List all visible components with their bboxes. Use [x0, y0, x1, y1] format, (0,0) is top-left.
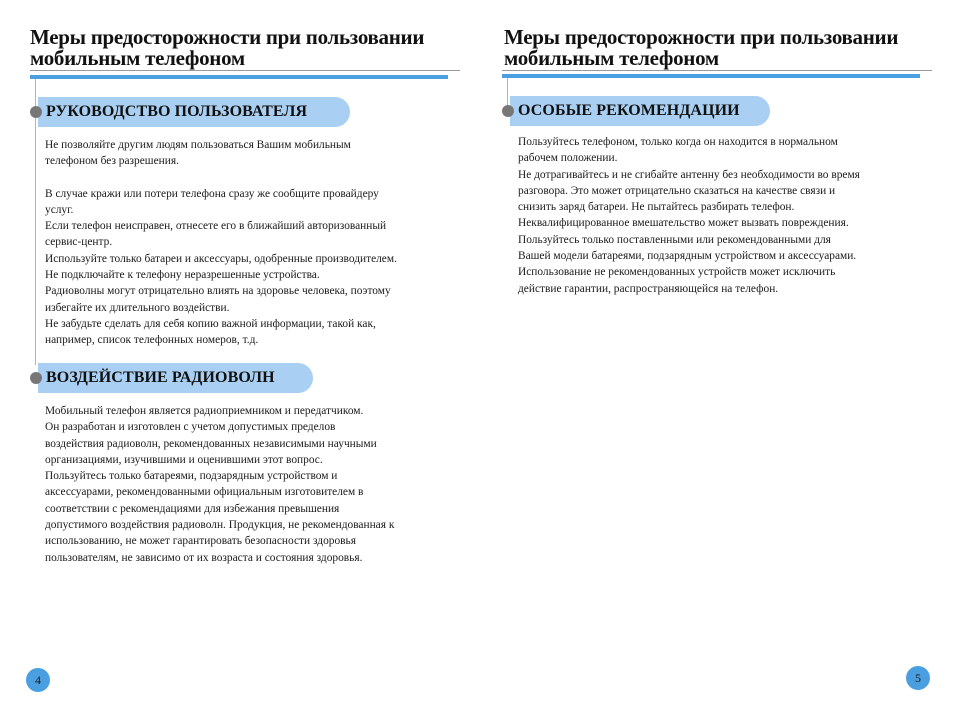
text-line: Не дотрагивайтесь и не сгибайте антенну без необходимости во время — [518, 168, 860, 181]
text-line: действие гарантии, распространяющейся на телефон. — [518, 282, 779, 295]
text-line: допустимого воздействия радиоволн. Продукция, не рекомендованная к — [45, 519, 395, 532]
page-title-right — [504, 27, 898, 69]
title-underline — [502, 74, 920, 78]
section-heading-label: РУКОВОДСТВО ПОЛЬЗОВАТЕЛЯ — [46, 103, 308, 120]
title-line-1: Меры предосторожности при пользовании — [504, 25, 899, 49]
text-line: воздействия радиоволн, рекомендованных независимыми научными — [45, 437, 377, 450]
title-line-1: Меры предосторожности при пользовании — [30, 25, 425, 49]
left-margin-line — [35, 79, 36, 365]
text-line: соответствии с рекомендациями для избежания превышения — [45, 502, 340, 515]
text-line: организациями, изучившими и оценившими этот вопрос. — [45, 453, 323, 466]
bullet-dot-icon — [30, 372, 42, 384]
title-line-2: мобильным телефоном — [30, 46, 245, 70]
text-line: Если телефон неисправен, отнесете его в ближайший авторизованный — [45, 220, 387, 233]
text-line: Использование не рекомендованных устройств может исключить — [518, 266, 836, 279]
text-line: Не забудьте сделать для себя копию важной информации, такой как, — [45, 317, 376, 330]
bullet-dot-icon — [502, 105, 514, 117]
text-line: Используйте только батареи и аксессуары, одобренные производителем. — [45, 252, 397, 265]
text-line: разговора. Это может отрицательно сказаться на качестве связи и — [518, 184, 836, 197]
text-line: Пользуйтесь телефоном, только когда он находится в нормальном — [518, 136, 838, 148]
section-heading-label: ОСОБЫЕ РЕКОМЕНДАЦИИ — [518, 102, 740, 119]
bullet-dot-icon — [30, 106, 42, 118]
right-margin-line — [507, 78, 508, 108]
text-line: использованию, не может гарантировать безопасности здоровья — [45, 535, 356, 548]
special-recommendations-text — [518, 134, 938, 297]
page-title-left — [30, 27, 424, 69]
section-heading-label: ВОЗДЕЙСТВИЕ РАДИОВОЛН — [46, 369, 275, 386]
paragraph-gap — [45, 170, 465, 186]
user-guide-text — [45, 137, 465, 349]
text-line: избегайте их длительного воздействи. — [45, 301, 230, 314]
text-line: В случае кражи или потери телефона сразу же сообщите провайдеру — [45, 187, 379, 200]
title-underline — [30, 75, 448, 79]
text-line: например, список телефонных номеров, т.д. — [45, 334, 259, 347]
text-line: Не подключайте к телефону неразрешенные устройства. — [45, 269, 320, 282]
text-line: телефоном без разрешения. — [45, 155, 179, 168]
text-line: Неквалифицированное вмешательство может вызвать повреждения. — [518, 217, 849, 230]
text-line: Пользуйтесь только батареями, подзарядным устройством и — [45, 470, 338, 483]
text-line: Вашей модели батареями, подзарядным устройством и аксессуарами. — [518, 250, 857, 263]
text-line: аксессуарами, рекомендованными официальным изготовителем в — [45, 486, 364, 499]
text-line: Пользуйтесь только поставленными или рекомендованными для — [518, 233, 831, 246]
text-line: сервис-центр. — [45, 236, 113, 249]
text-line: Мобильный телефон является радиоприемником и передатчиком. — [45, 405, 364, 417]
text-line: рабочем положении. — [518, 152, 618, 165]
right-page — [477, 0, 954, 716]
page-number-badge: 4 — [26, 668, 50, 692]
text-line: пользователям, не зависимо от их возраста и состояния здоровья. — [45, 551, 363, 564]
page-number-badge: 5 — [906, 666, 930, 690]
title-line-2: мобильным телефоном — [504, 46, 719, 70]
text-line: услуг. — [45, 203, 74, 216]
text-line: Радиоволны могут отрицательно влиять на здоровье человека, поэтому — [45, 285, 391, 298]
text-line: Он разработан и изготовлен с учетом допустимых пределов — [45, 421, 336, 434]
title-underline-thin — [30, 70, 460, 71]
text-line: снизить заряд батареи. Не пытайтесь разбирать телефон. — [518, 201, 795, 214]
text-line: Не позволяйте другим людям пользоваться Вашим мобильным — [45, 139, 351, 151]
radio-waves-text — [45, 403, 465, 566]
title-underline-thin — [502, 70, 932, 71]
